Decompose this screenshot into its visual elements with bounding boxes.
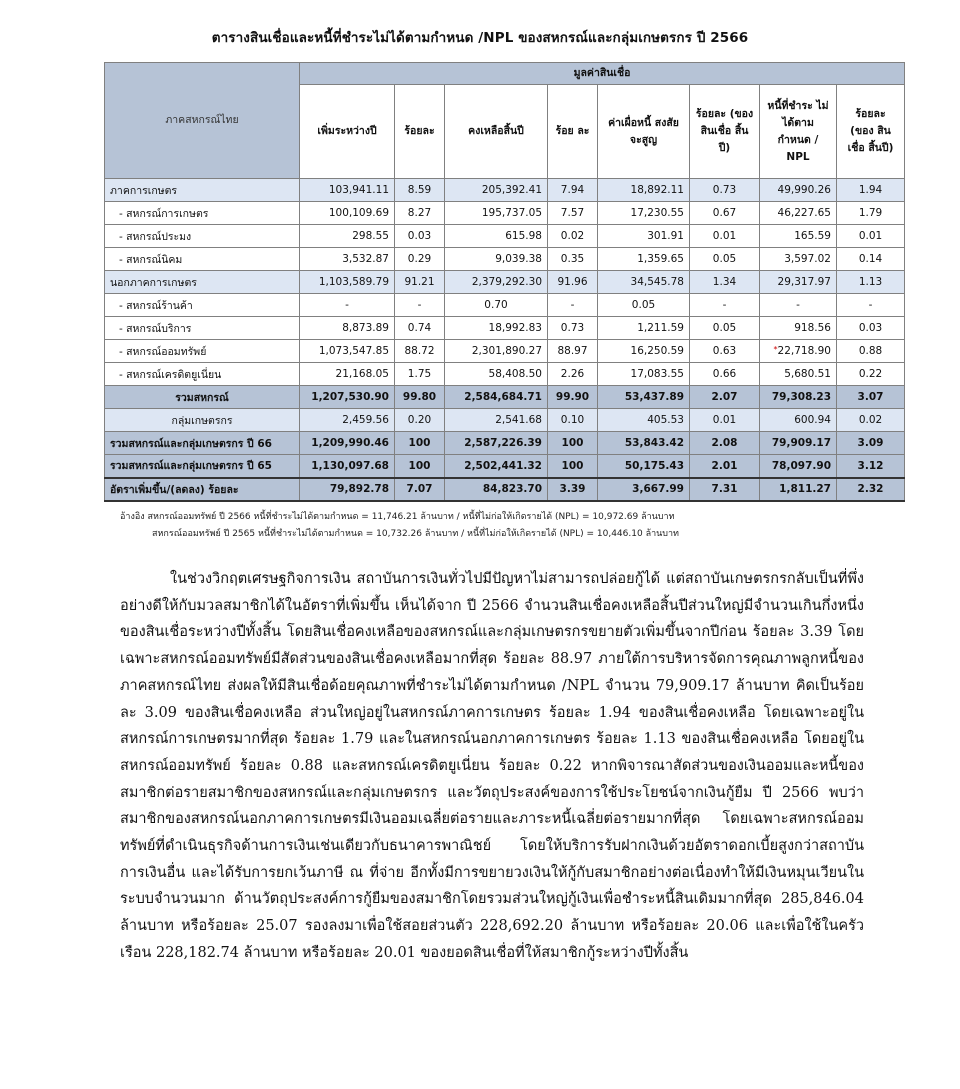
table-cell: 0.22: [837, 363, 905, 386]
table-cell: 2,587,226.39: [445, 432, 548, 455]
table-cell: 165.59: [760, 225, 837, 248]
table-cell: 0.70: [445, 294, 548, 317]
table-cell: 79,892.78: [300, 478, 395, 501]
loan-npl-table: [104, 62, 905, 502]
row-label: - สหกรณ์ประมง: [105, 225, 300, 248]
table-cell: 3,667.99: [598, 478, 690, 501]
table-row: [105, 317, 905, 340]
table-cell: 3.12: [837, 455, 905, 478]
column-header: ร้อย ละ: [548, 85, 598, 179]
table-cell: 1,811.27: [760, 478, 837, 501]
table-cell: 0.03: [837, 317, 905, 340]
table-cell: 100: [548, 432, 598, 455]
table-cell: 1,130,097.68: [300, 455, 395, 478]
table-row: [105, 225, 905, 248]
table-cell: 1.34: [690, 271, 760, 294]
table-cell: 3.09: [837, 432, 905, 455]
table-cell: 0.88: [837, 340, 905, 363]
table-cell: 0.05: [598, 294, 690, 317]
table-cell: 0.05: [690, 248, 760, 271]
table-cell: 100: [548, 455, 598, 478]
row-label: กลุ่มเกษตรกร: [105, 409, 300, 432]
table-cell: 49,990.26: [760, 179, 837, 202]
table-cell: 34,545.78: [598, 271, 690, 294]
table-cell: 17,083.55: [598, 363, 690, 386]
table-cell: 2.07: [690, 386, 760, 409]
row-label: นอกภาคการเกษตร: [105, 271, 300, 294]
table-cell: 2,459.56: [300, 409, 395, 432]
table-cell: 1.13: [837, 271, 905, 294]
table-cell: -: [395, 294, 445, 317]
footnote-marker: *: [773, 345, 778, 354]
table-cell: 91.96: [548, 271, 598, 294]
table-cell: 8,873.89: [300, 317, 395, 340]
table-cell: 2.08: [690, 432, 760, 455]
table-cell: 79,308.23: [760, 386, 837, 409]
table-cell: 3,532.87: [300, 248, 395, 271]
table-cell: 301.91: [598, 225, 690, 248]
table-cell: 78,097.90: [760, 455, 837, 478]
row-label: - สหกรณ์การเกษตร: [105, 202, 300, 225]
table-cell: 2.26: [548, 363, 598, 386]
table-cell: 918.56: [760, 317, 837, 340]
column-header: หนี้ที่ชำระ ไม่ได้ตาม กำหนด / NPL: [760, 85, 837, 179]
table-cell: 17,230.55: [598, 202, 690, 225]
table-row: [105, 409, 905, 432]
table-cell: 405.53: [598, 409, 690, 432]
table-cell: 29,317.97: [760, 271, 837, 294]
table-cell: 84,823.70: [445, 478, 548, 501]
table-row: [105, 363, 905, 386]
table-cell: 18,892.11: [598, 179, 690, 202]
table-cell: 88.72: [395, 340, 445, 363]
table-cell: 0.67: [690, 202, 760, 225]
table-cell: 53,843.42: [598, 432, 690, 455]
table-cell: 100: [395, 432, 445, 455]
table-cell: 298.55: [300, 225, 395, 248]
table-cell: 0.20: [395, 409, 445, 432]
table-cell: 0.01: [837, 225, 905, 248]
table-cell: 195,737.05: [445, 202, 548, 225]
group-header: มูลค่าสินเชื่อ: [300, 63, 905, 85]
table-row: [105, 455, 905, 478]
table-cell: 0.10: [548, 409, 598, 432]
table-footnote: อ้างอิง สหกรณ์ออมทรัพย์ ปี 2566 หนี้ที่ชำระไม่ได้ตามกำหนด = 11,746.21 ล้านบาท / หนี้ที่ไม่ก่อให้เกิดรายได้ (NPL) = 10,972.69 ล้านบาท: [120, 512, 675, 522]
table-cell: 0.74: [395, 317, 445, 340]
table-cell: 2,301,890.27: [445, 340, 548, 363]
table-cell: 9,039.38: [445, 248, 548, 271]
table-cell: 0.73: [690, 179, 760, 202]
table-cell: 1.79: [837, 202, 905, 225]
table-cell: 0.63: [690, 340, 760, 363]
table-cell: 1.94: [837, 179, 905, 202]
table-row: [105, 202, 905, 225]
table-cell: 1,103,589.79: [300, 271, 395, 294]
table-row: [105, 432, 905, 455]
table-row: [105, 179, 905, 202]
npl-value: 22,718.90: [777, 345, 831, 357]
table-cell: 0.29: [395, 248, 445, 271]
table-cell: 0.66: [690, 363, 760, 386]
table-cell: 1,359.65: [598, 248, 690, 271]
row-label: ภาคการเกษตร: [105, 179, 300, 202]
table-cell: 16,250.59: [598, 340, 690, 363]
row-label: รวมสหกรณ์: [105, 386, 300, 409]
table-cell: [760, 340, 837, 363]
table-cell: 103,941.11: [300, 179, 395, 202]
table-cell: 0.14: [837, 248, 905, 271]
table-cell: 8.27: [395, 202, 445, 225]
table-cell: 0.35: [548, 248, 598, 271]
table-cell: 600.94: [760, 409, 837, 432]
table-cell: 88.97: [548, 340, 598, 363]
table-cell: 100,109.69: [300, 202, 395, 225]
table-cell: 99.80: [395, 386, 445, 409]
table-cell: 7.31: [690, 478, 760, 501]
column-header: ร้อยละ (ของ สินเชื่อ สิ้นปี): [837, 85, 905, 179]
table-cell: 1,211.59: [598, 317, 690, 340]
table-cell: 58,408.50: [445, 363, 548, 386]
table-cell: 0.02: [837, 409, 905, 432]
row-label: - สหกรณ์บริการ: [105, 317, 300, 340]
table-cell: 7.94: [548, 179, 598, 202]
table-row: [105, 386, 905, 409]
table-cell: -: [837, 294, 905, 317]
table-cell: 91.21: [395, 271, 445, 294]
table-cell: 2,379,292.30: [445, 271, 548, 294]
table-cell: 3,597.02: [760, 248, 837, 271]
table-cell: 205,392.41: [445, 179, 548, 202]
table-cell: 2.32: [837, 478, 905, 501]
table-cell: 2.01: [690, 455, 760, 478]
table-cell: 2,502,441.32: [445, 455, 548, 478]
row-label: - สหกรณ์นิคม: [105, 248, 300, 271]
column-header: คงเหลือสิ้นปี: [445, 85, 548, 179]
table-cell: 99.90: [548, 386, 598, 409]
table-cell: 2,541.68: [445, 409, 548, 432]
table-row: [105, 294, 905, 317]
table-cell: 5,680.51: [760, 363, 837, 386]
paragraph-text: ในช่วงวิกฤตเศรษฐกิจการเงิน สถาบันการเงินทั่วไปมีปัญหาไม่สามารถปล่อยกู้ได้ แต่สถาบันเกษตรกรกลับเป็นที่พึ่งอย่างดีให้กับมวลสมาชิกได้ในอัตราที่เพิ่มขึ้น เห็นได้จาก ปี 2566 จำนวนสินเชื่อคงเหลือสิ้นปีส่วนใหญ่มีจำนวนเกินกึ่งหนึ่งของสินเชื่อระหว่างปีทั้งสิ้น โดยสินเชื่อคงเหลือของสหกรณ์และกลุ่มเกษตรกรขยายตัวเพิ่มขึ้นจากปีก่อน ร้อยละ 3.39 โดยเฉพาะสหกรณ์ออมทรัพย์มีสัดส่วนของสินเชื่อคงเหลือมากที่สุด ร้อยละ 88.97 ภายใต้การบริหารจัดการคุณภาพลูกหนี้ของภาคสหกรณ์ไทย ส่งผลให้มีสินเชื่อด้อยคุณภาพที่ชำระไม่ได้ตามกำหนด /NPL จำนวน 79,909.17 ล้านบาท คิดเป็นร้อยละ 3.09 ของสินเชื่อคงเหลือ ส่วนใหญ่อยู่ในสหกรณ์ภาคการเกษตร ร้อยละ 1.94 ของสินเชื่อคงเหลือ โดยเฉพาะอยู่ในสหกรณ์การเกษตรมากที่สุด ร้อยละ 1.79 และในสหกรณ์นอกภาคการเกษตร ร้อยละ 1.13 ของสินเชื่อคงเหลือ โดยอยู่ในสหกรณ์ออมทรัพย์ ร้อยละ 0.88 และสหกรณ์เครดิตยูเนี่ยน ร้อยละ 0.22 หากพิจารณาสัดส่วนของเงินออมและหนี้ของสมาชิกต่อรายสมาชิกของสหกรณ์และกลุ่มเกษตรกร และวัตถุประสงค์ของการใช้ประโยชน์จากเงินกู้ยืม ปี 2566 พบว่าสมาชิกของสหกรณ์นอกภาคการเกษตรมีเงินออมเฉลี่ยต่อรายและภาระหนี้เฉลี่ยต่อรายมากที่สุด โดยเฉพาะสหกรณ์ออมทรัพย์ที่ดำเนินธุรกิจด้านการเงินเช่นเดียวกับธนาคารพาณิชย์ โดยให้บริการรับฝากเงินด้วยอัตราดอกเบี้ยสูงกว่าสถาบันการเงินอื่น และได้รับการยกเว้นภาษี ณ ที่จ่าย อีกทั้งมีการขยายวงเงินให้กู้กับสมาชิกอย่างต่อเนื่องทำให้มีเงินหมุนเวียนในระบบจำนวนมาก ด้านวัตถุประสงค์การกู้ยืมของสมาชิกโดยรวมส่วนใหญ่กู้เงินเพื่อชำระหนี้สินเดิมมากที่สุด 285,846.04 ล้านบาท หรือร้อยละ 25.07 รองลงมาเพื่อใช้สอยส่วนตัว 228,692.20 ล้านบาท หรือร้อยละ 20.06 และเพื่อใช้ในครัวเรือน 228,182.74 ล้านบาท หรือร้อยละ 20.01 ของยอดสินเชื่อที่ให้สมาชิกกู้ระหว่างปีทั้งสิ้น: [120, 571, 864, 961]
table-cell: -: [548, 294, 598, 317]
page-title: ตารางสินเชื่อและหนี้ที่ชำระไม่ได้ตามกำหนด /NPL ของสหกรณ์และกลุ่มเกษตรกร ปี 2566: [211, 30, 749, 46]
table-cell: 1.75: [395, 363, 445, 386]
table-cell: 1,207,530.90: [300, 386, 395, 409]
region-header: ภาคสหกรณ์ไทย: [105, 63, 300, 179]
row-label: อัตราเพิ่มขึ้น/(ลดลง) ร้อยละ: [105, 478, 300, 501]
row-label: - สหกรณ์ออมทรัพย์: [105, 340, 300, 363]
table-cell: -: [690, 294, 760, 317]
table-cell: 1,209,990.46: [300, 432, 395, 455]
table-cell: 0.02: [548, 225, 598, 248]
table-cell: 18,992.83: [445, 317, 548, 340]
table-cell: 79,909.17: [760, 432, 837, 455]
table-cell: 100: [395, 455, 445, 478]
row-label: - สหกรณ์เครดิตยูเนี่ยน: [105, 363, 300, 386]
table-cell: 50,175.43: [598, 455, 690, 478]
table-cell: 2,584,684.71: [445, 386, 548, 409]
table-cell: 8.59: [395, 179, 445, 202]
table-cell: 0.03: [395, 225, 445, 248]
table-cell: 21,168.05: [300, 363, 395, 386]
table-cell: 0.73: [548, 317, 598, 340]
table-cell: 0.05: [690, 317, 760, 340]
row-label: - สหกรณ์ร้านค้า: [105, 294, 300, 317]
table-cell: 3.39: [548, 478, 598, 501]
table-cell: 7.07: [395, 478, 445, 501]
table-row: [105, 340, 905, 363]
body-paragraph: [120, 566, 864, 967]
table-footnote: สหกรณ์ออมทรัพย์ ปี 2565 หนี้ที่ชำระไม่ได้ตามกำหนด = 10,732.26 ล้านบาท / หนี้ที่ไม่ก่อให้เกิดรายได้ (NPL) = 10,446.10 ล้านบาท: [152, 529, 679, 539]
table-cell: 0.01: [690, 409, 760, 432]
table-cell: 3.07: [837, 386, 905, 409]
table-cell: -: [760, 294, 837, 317]
table-cell: 0.01: [690, 225, 760, 248]
row-label: รวมสหกรณ์และกลุ่มเกษตรกร ปี 66: [105, 432, 300, 455]
table-cell: 7.57: [548, 202, 598, 225]
column-header: ร้อยละ: [395, 85, 445, 179]
column-header: ร้อยละ (ของ สินเชื่อ สิ้นปี): [690, 85, 760, 179]
table-row: [105, 478, 905, 501]
table-row: [105, 248, 905, 271]
table-row: [105, 271, 905, 294]
table-cell: 46,227.65: [760, 202, 837, 225]
table-cell: -: [300, 294, 395, 317]
table-cell: 1,073,547.85: [300, 340, 395, 363]
column-header: ค่าเผื่อหนี้ สงสัยจะสูญ: [598, 85, 690, 179]
row-label: รวมสหกรณ์และกลุ่มเกษตรกร ปี 65: [105, 455, 300, 478]
table-cell: 615.98: [445, 225, 548, 248]
table-cell: 53,437.89: [598, 386, 690, 409]
column-header: เพิ่มระหว่างปี: [300, 85, 395, 179]
